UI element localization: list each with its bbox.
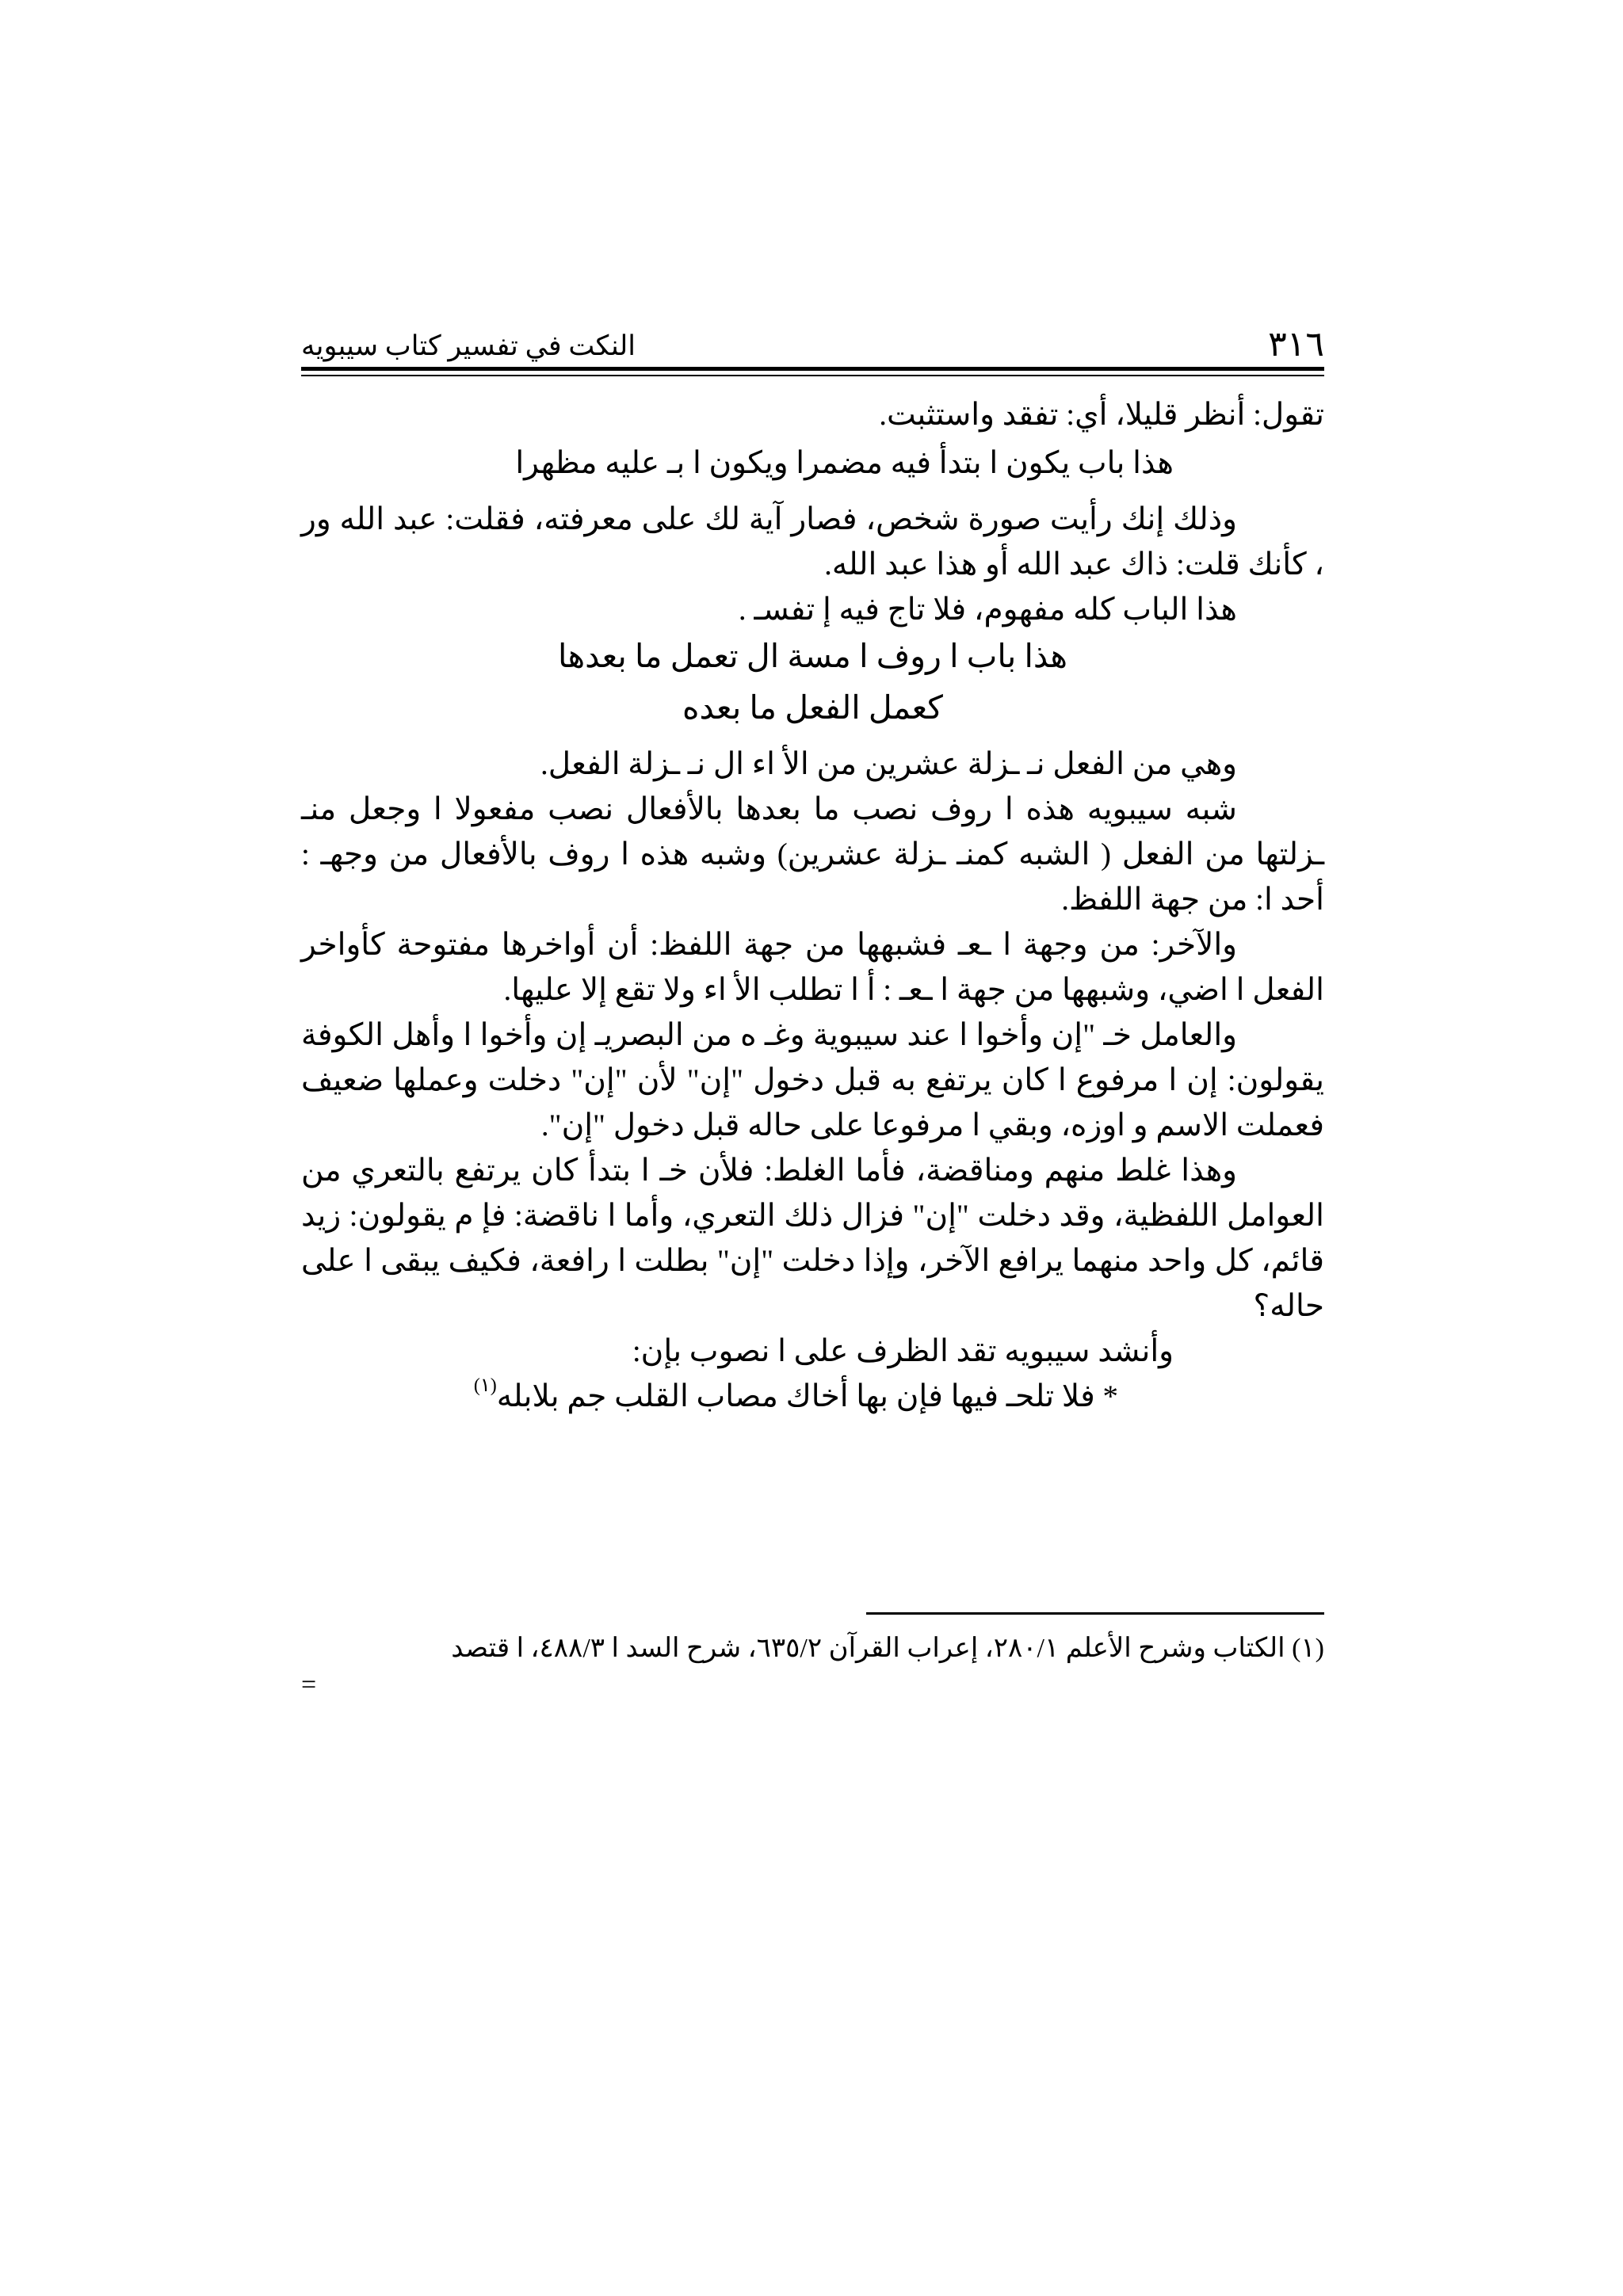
paragraph: شبه سيبويه هذه ا روف نصب ما بعدها بالأفعال نصب مفعولا ا وجعل منـ ـزلتها من الفعل ( الشبه كمنـ ـزلة عشرين) وشبه هذه ا روف بالأفعال من وجهـ : أحد ا: من جهة اللفظ.: [301, 792, 1324, 917]
footnote-separator: [866, 1612, 1324, 1615]
header-rule-thick: [301, 367, 1324, 371]
paragraph: وذلك إنك رأيت صورة شخص، فصار آية لك على معرفته، فقلت: عبد الله ور ، كأنك قلت: ذاك عبد الله أو هذا عبد الله.: [301, 502, 1324, 582]
footnote-reference: (١): [473, 1375, 497, 1396]
verse-text: * فلا تلحـ فيها فإن بها أخاك مصاب القلب جم بلابله: [496, 1379, 1118, 1413]
paragraph: هذا الباب كله مفهوم، فلا تاج فيه إ تفسـ .: [738, 593, 1237, 627]
paragraph: والعامل خـ "إن وأخوا ا عند سيبوية وغـ ه من البصريـ إن وأخوا ا وأهل الكوفة يقولون: إن ا مرفوع ا كان يرتفع به قبل دخول "إن" لأن "إن" دخلت وعملها ضعيف فعملت الاسم و اوزه، وبقي ا مرفوعا على حاله قبل دخول "إن".: [301, 1018, 1324, 1142]
footnote-text: (١) الكتاب وشرح الأعلم ٢٨٠/١، إعراب القرآن ٦٣٥/٢، شرح السد ا ٤٨٨/٣، ا قتصد: [451, 1634, 1324, 1663]
paragraph: وأنشد سيبويه تقد الظرف على ا نصوب بإن:: [632, 1334, 1174, 1368]
section-heading: هذا باب ا روف ا مسة ال تعمل ما بعدها: [557, 638, 1068, 674]
verse-line: [301, 1374, 1324, 1419]
header-rule-thin: [301, 375, 1324, 376]
section-heading-continuation: كعمل الفعل ما بعده: [682, 689, 943, 726]
section-heading: هذا باب يكون ا بتدأ فيه مضمرا ويكون ا بـ عليه مظهرا: [515, 446, 1174, 480]
paragraph: وهذا غلط منهم ومناقضة، فأما الغلط: فلأن خـ ا بتدأ كان يرتفع بالتعري من العوامل اللفظية، وقد دخلت "إن" فزال ذلك التعري، وأما ا ناقضة: فإ م يقولون: زيد قائم، كل واحد منهما يرافع الآخر، وإذا دخلت "إن" بطلت ا رافعة، فكيف يبقى ا على حاله؟: [301, 1154, 1324, 1323]
paragraph: تقول: أنظر قليلا، أي: تفقد واستثبت.: [879, 398, 1324, 432]
paragraph: والآخر: من وجهة ا ـعـ فشبهها من جهة اللفظ: أن أواخرها مفتوحة كأواخر الفعل ا اضي، وشبهها من جهة ا ـعـ : أ ا تطلب الأ اء ولا تقع إلا عليها.: [301, 928, 1324, 1007]
body-text: [301, 392, 1324, 1419]
page-number: ٣١٦: [1268, 325, 1324, 364]
footnote: [301, 1630, 1324, 1703]
running-title: النكت في تفسير كتاب سيبويه: [301, 330, 636, 361]
paragraph: وهي من الفعل نـ ـزلة عشرين من الأ اء ال نـ ـزلة الفعل.: [540, 747, 1237, 781]
footnote-continuation-mark: =: [301, 1670, 317, 1699]
